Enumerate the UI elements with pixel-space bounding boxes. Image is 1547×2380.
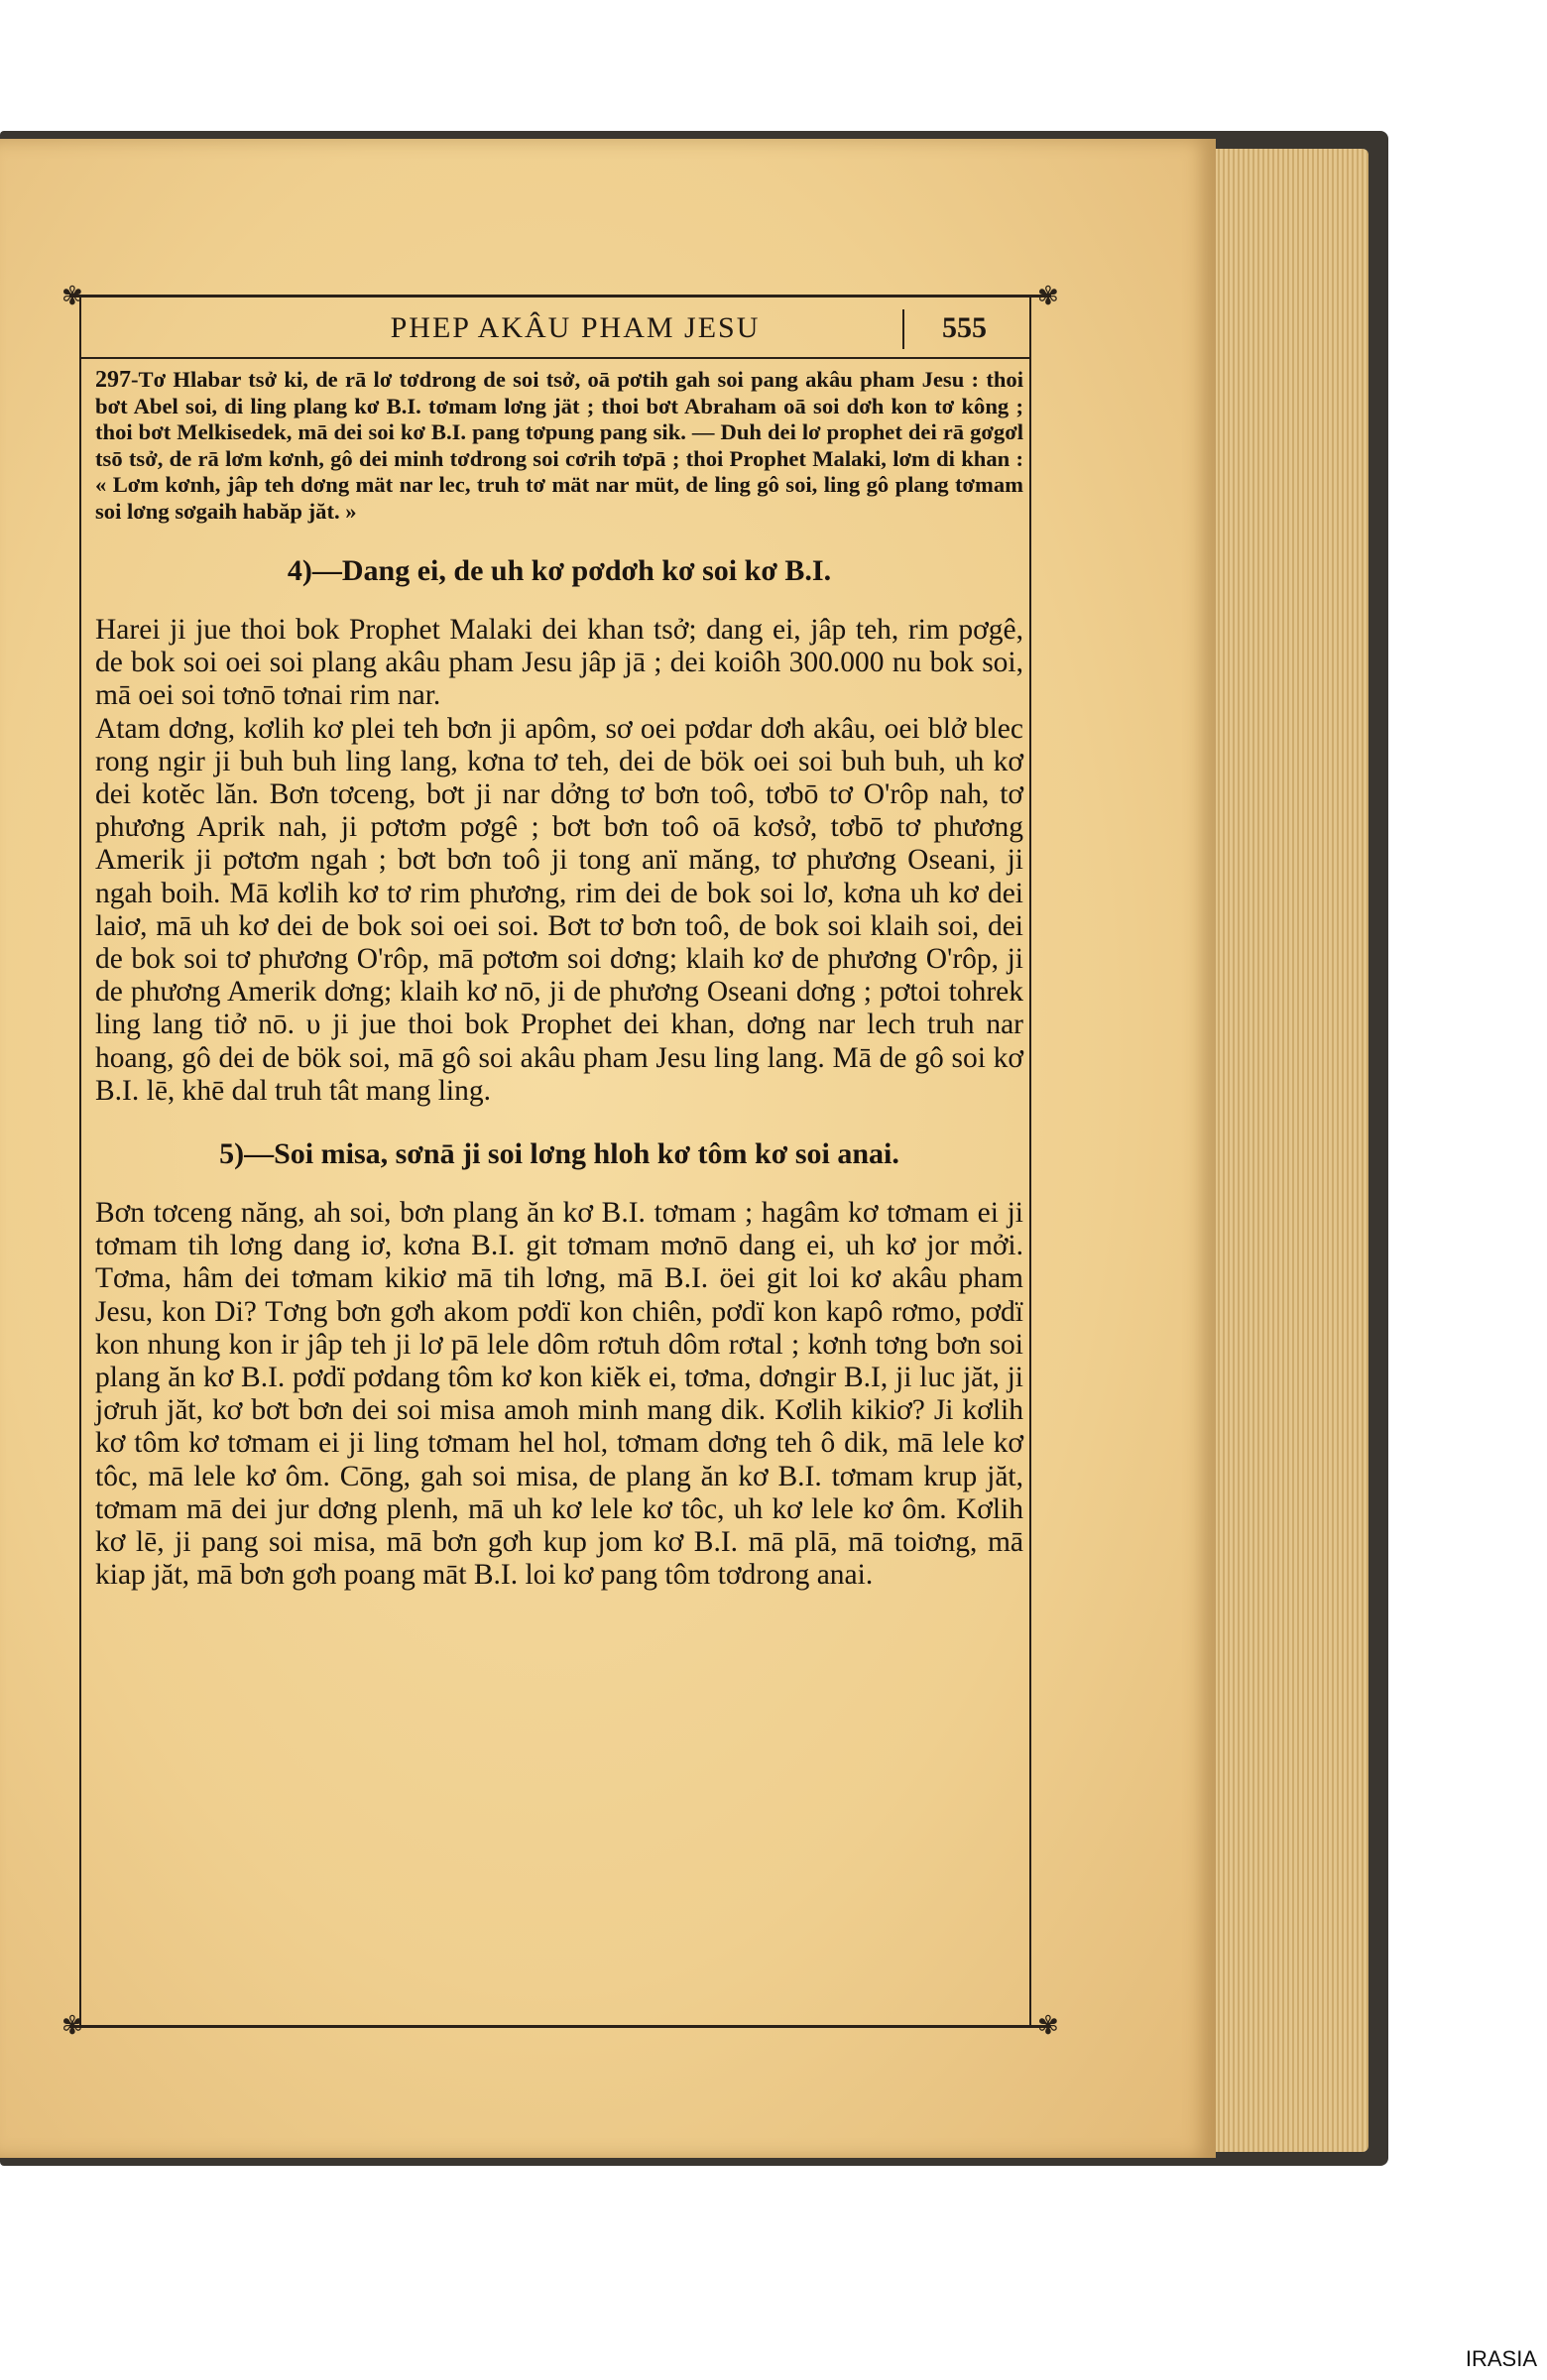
running-header-title: PHEP AKÂU PHAM JESU xyxy=(390,311,761,344)
footnote-297 xyxy=(95,367,1023,525)
paragraph: Atam dơng, kơlih kơ plei teh bơn ji apôm, sơ oei pơdar dơh akâu, oei blở blec rong ngir ji buh buh ling lang, kơna tơ teh, dei de bök oei soi buh buh, uh kơ dei kotĕc lăn. Bơn tơceng, bơt ji nar dởng tơ bơn toô, tơbō tơ O'rôp nah, tơ phương Aprik nah, ji pơtơm pơgê ; bơt bơn toô oā kơsở, tơbō tơ phương Amerik ji pơtơm ngah ; bơt bơn toô ji tong anï măng, tơ phương Oseani, ji ngah boih. Mā kơlih kơ tơ rim phương, rim dei de bok soi lơ, kơna uh kơ dei laiơ, mā uh kơ dei de bok soi oei soi. Bơt tơ bơn toô, de bok soi klaih soi, dei de bok soi tơ phương O'rôp, mā pơtơm soi dơng; klaih kơ de phương O'rôp, ji de phương Amerik dơng; klaih kơ nō, ji de phương Oseani dơng ; pơtoi tohrek ling lang tiở nō. υ ji jue thoi bok Prophet dei khan, dơng nar lech truh nar hoang, gô dei de bök soi, mā gô soi akâu pham Jesu ling lang. Mā de gô soi kơ B.I. lē, khē dal truh tât mang ling. xyxy=(95,712,1023,1107)
note-number: 297 xyxy=(95,367,131,393)
bottom-rule xyxy=(69,2025,1051,2028)
section-heading-4: 4)—Dang ei, de uh kơ pơdơh kơ soi kơ B.I. xyxy=(287,554,832,587)
right-rule xyxy=(1029,298,1031,2027)
section-heading-5: 5)—Soi misa, sơnā ji soi lơng hloh kơ tôm kơ soi anai. xyxy=(219,1137,899,1171)
top-rule xyxy=(69,295,1051,298)
ornament-bottom-left-icon: ✾ xyxy=(61,2011,83,2040)
ornament-top-left-icon: ✾ xyxy=(61,282,83,310)
header-separator xyxy=(902,309,904,349)
page-edges xyxy=(1200,149,1368,2152)
ornament-top-right-icon: ✾ xyxy=(1037,282,1059,310)
watermark: IRASIA xyxy=(1465,2346,1537,2371)
left-rule xyxy=(79,298,81,2027)
ornament-bottom-right-icon: ✾ xyxy=(1037,2011,1059,2040)
header-rule xyxy=(79,357,1031,359)
page-number: 555 xyxy=(942,311,987,344)
page-content xyxy=(95,367,1023,1592)
note-text: -Tơ Hlabar tsở ki, de rā lơ tơdrong de soi tsở, oā pơtih gah soi pang akâu pham Jesu : thoi bơt Abel soi, di ling plang kơ B.I. tơmam lơng jät ; thoi bơt Abraham oā soi dơh kon tơ kông ; thoi bơt Melkisedek, mā dei soi kơ B.I. pang tơpung pang sik. — Duh dei lơ prophet dei rā gơgơl tsō tsở, de rā lơm kơnh, gô dei minh tơdrong soi cơrih tơpā ; thoi Prophet Malaki, lơm di khan : « Lơm kơnh, jâp teh dơng mät nar lec, truh tơ mät nar müt, de ling gô soi, ling gô plang tơmam soi lơng sơgaih habăp jăt. » xyxy=(95,367,1023,524)
paragraph: Bơn tơceng năng, ah soi, bơn plang ăn kơ B.I. tơmam ; hagâm kơ tơmam ei ji tơmam tih lơng dang iơ, kơna B.I. git tơmam mơnō dang ei, uh kơ jor mởi. Tơma, hâm dei tơmam kikiơ mā tih lơng, mā B.I. öei git loi kơ akâu pham Jesu, kon Di? Tơng bơn gơh akom pơdï kon chiên, pơdï kon kapô rơmo, pơdï kon nhung kon ir jâp teh ji lơ pā lele dôm rơtuh dôm rơtal ; kơnh tơng bơn soi plang ăn kơ B.I. pơdï pơdang tôm kơ kon kiĕk ei, tơma, dơngir B.I, ji luc jăt, ji jơruh jăt, kơ bơt bơn dei soi misa amoh minh mang dik. Kơlih kikiơ? Ji kơlih kơ tôm kơ tơmam ei ji ling tơmam hel hol, tơmam dơng teh ô dik, mā lele kơ tôc, mā lele kơ ôm. Cōng, gah soi misa, de plang ăn kơ B.I. tơmam krup jăt, tơmam mā dei jur dơng plenh, mā uh kơ lele kơ tôc, uh kơ lele kơ ôm. Kơlih kơ lē, ji pang soi misa, mā bơn gơh kup jom kơ B.I. mā plā, mā toiơng, mā kiap jăt, mā bơn gơh poang māt B.I. loi kơ pang tôm tơdrong anai. xyxy=(95,1197,1023,1592)
paragraph: Harei ji jue thoi bok Prophet Malaki dei khan tsở; dang ei, jâp teh, rim pơgê, de bok soi oei soi plang akâu pham Jesu jâp jā ; dei koiôh 300.000 nu bok soi, mā oei soi tơnō tơnai rim nar. xyxy=(95,614,1023,712)
